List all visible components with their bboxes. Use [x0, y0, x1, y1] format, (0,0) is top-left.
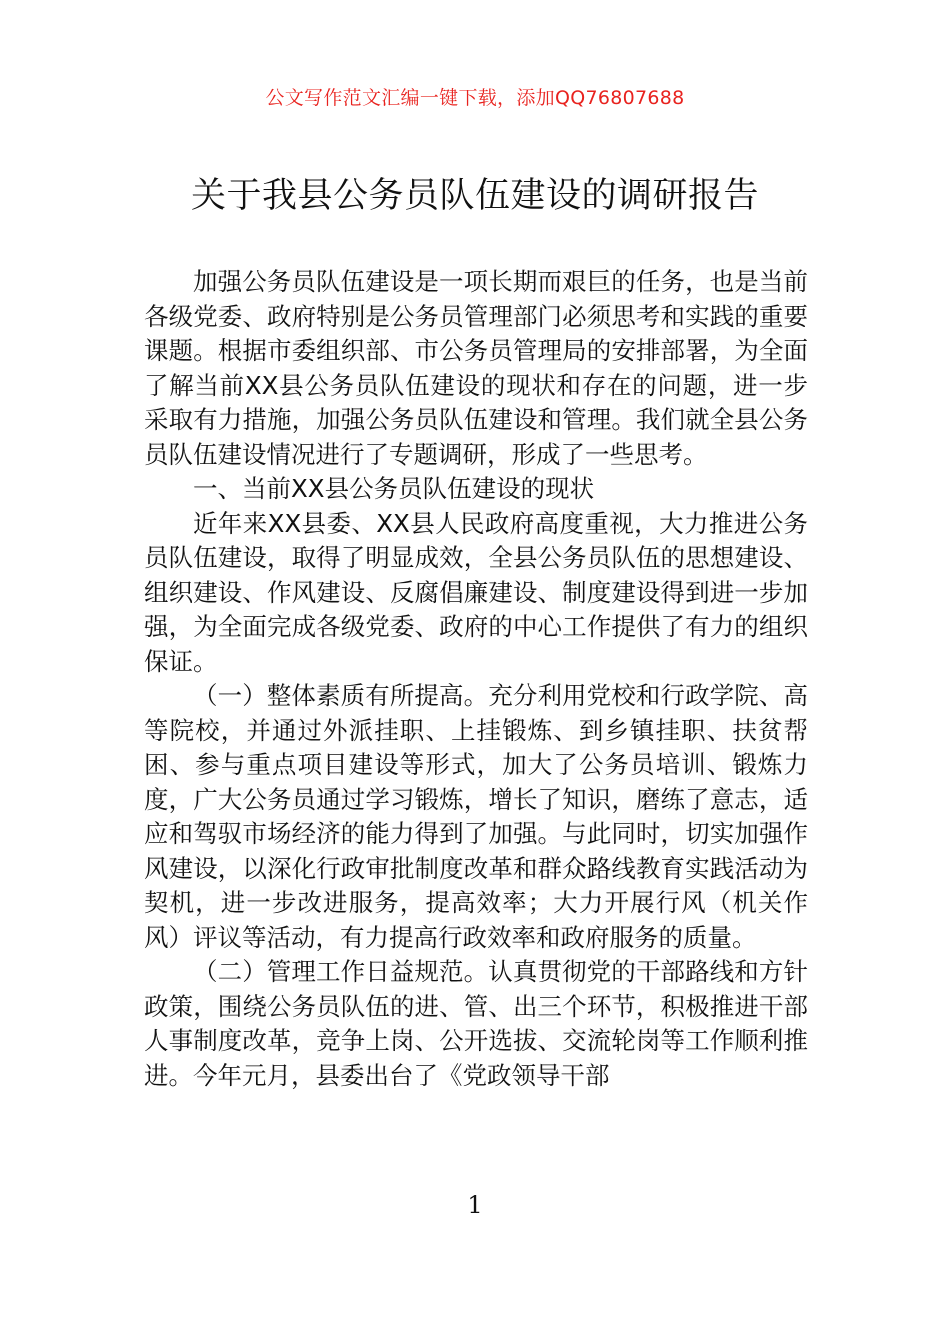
page-number: 1: [467, 1191, 483, 1219]
document-title: 关于我县公务员队伍建设的调研报告: [190, 176, 759, 216]
section-heading: 一、当前XX县公务员队伍建设的现状: [193, 474, 595, 503]
document-body: [144, 265, 808, 1093]
section-paragraph: 近年来XX县委、XX县人民政府高度重视，大力推进公务员队伍建设，取得了明显成效，全县公务员队伍的思想建设、组织建设、作风建设、反腐倡廉建设、制度建设得到进一步加强，为全面完成各级党委、政府的中心工作提供了有力的组织保证。: [144, 508, 808, 676]
subsection-paragraph-1: （一）整体素质有所提高。充分利用党校和行政学院、高等院校，并通过外派挂职、上挂锻炼、到乡镇挂职、扶贫帮困、参与重点项目建设等形式，加大了公务员培训、锻炼力度，广大公务员通过学习锻炼，增长了知识，磨练了意志，适应和驾驭市场经济的能力得到了加强。与此同时，切实加强作风建设，以深化行政审批制度改革和群众路线教育实践活动为契机，进一步改进服务，提高效率；大力开展行风（机关作风）评议等活动，有力提高行政效率和政府服务的质量。: [144, 681, 808, 952]
promo-banner: 公文写作范文汇编一键下载，添加QQ76807688: [265, 87, 685, 109]
intro-paragraph: 加强公务员队伍建设是一项长期而艰巨的任务，也是当前各级党委、政府特别是公务员管理部门必须思考和实践的重要课题。根据市委组织部、市公务员管理局的安排部署，为全面了解当前XX县公务员队伍建设的现状和存在的问题，进一步采取有力措施，加强公务员队伍建设和管理。我们就全县公务员队伍建设情况进行了专题调研，形成了一些思考。: [144, 267, 808, 469]
subsection-paragraph-2: （二）管理工作日益规范。认真贯彻党的干部路线和方针政策，围绕公务员队伍的进、管、出三个环节，积极推进干部人事制度改革，竞争上岗、公开选拔、交流轮岗等工作顺利推进。今年元月，县委出台了《党政领导干部: [144, 957, 808, 1090]
